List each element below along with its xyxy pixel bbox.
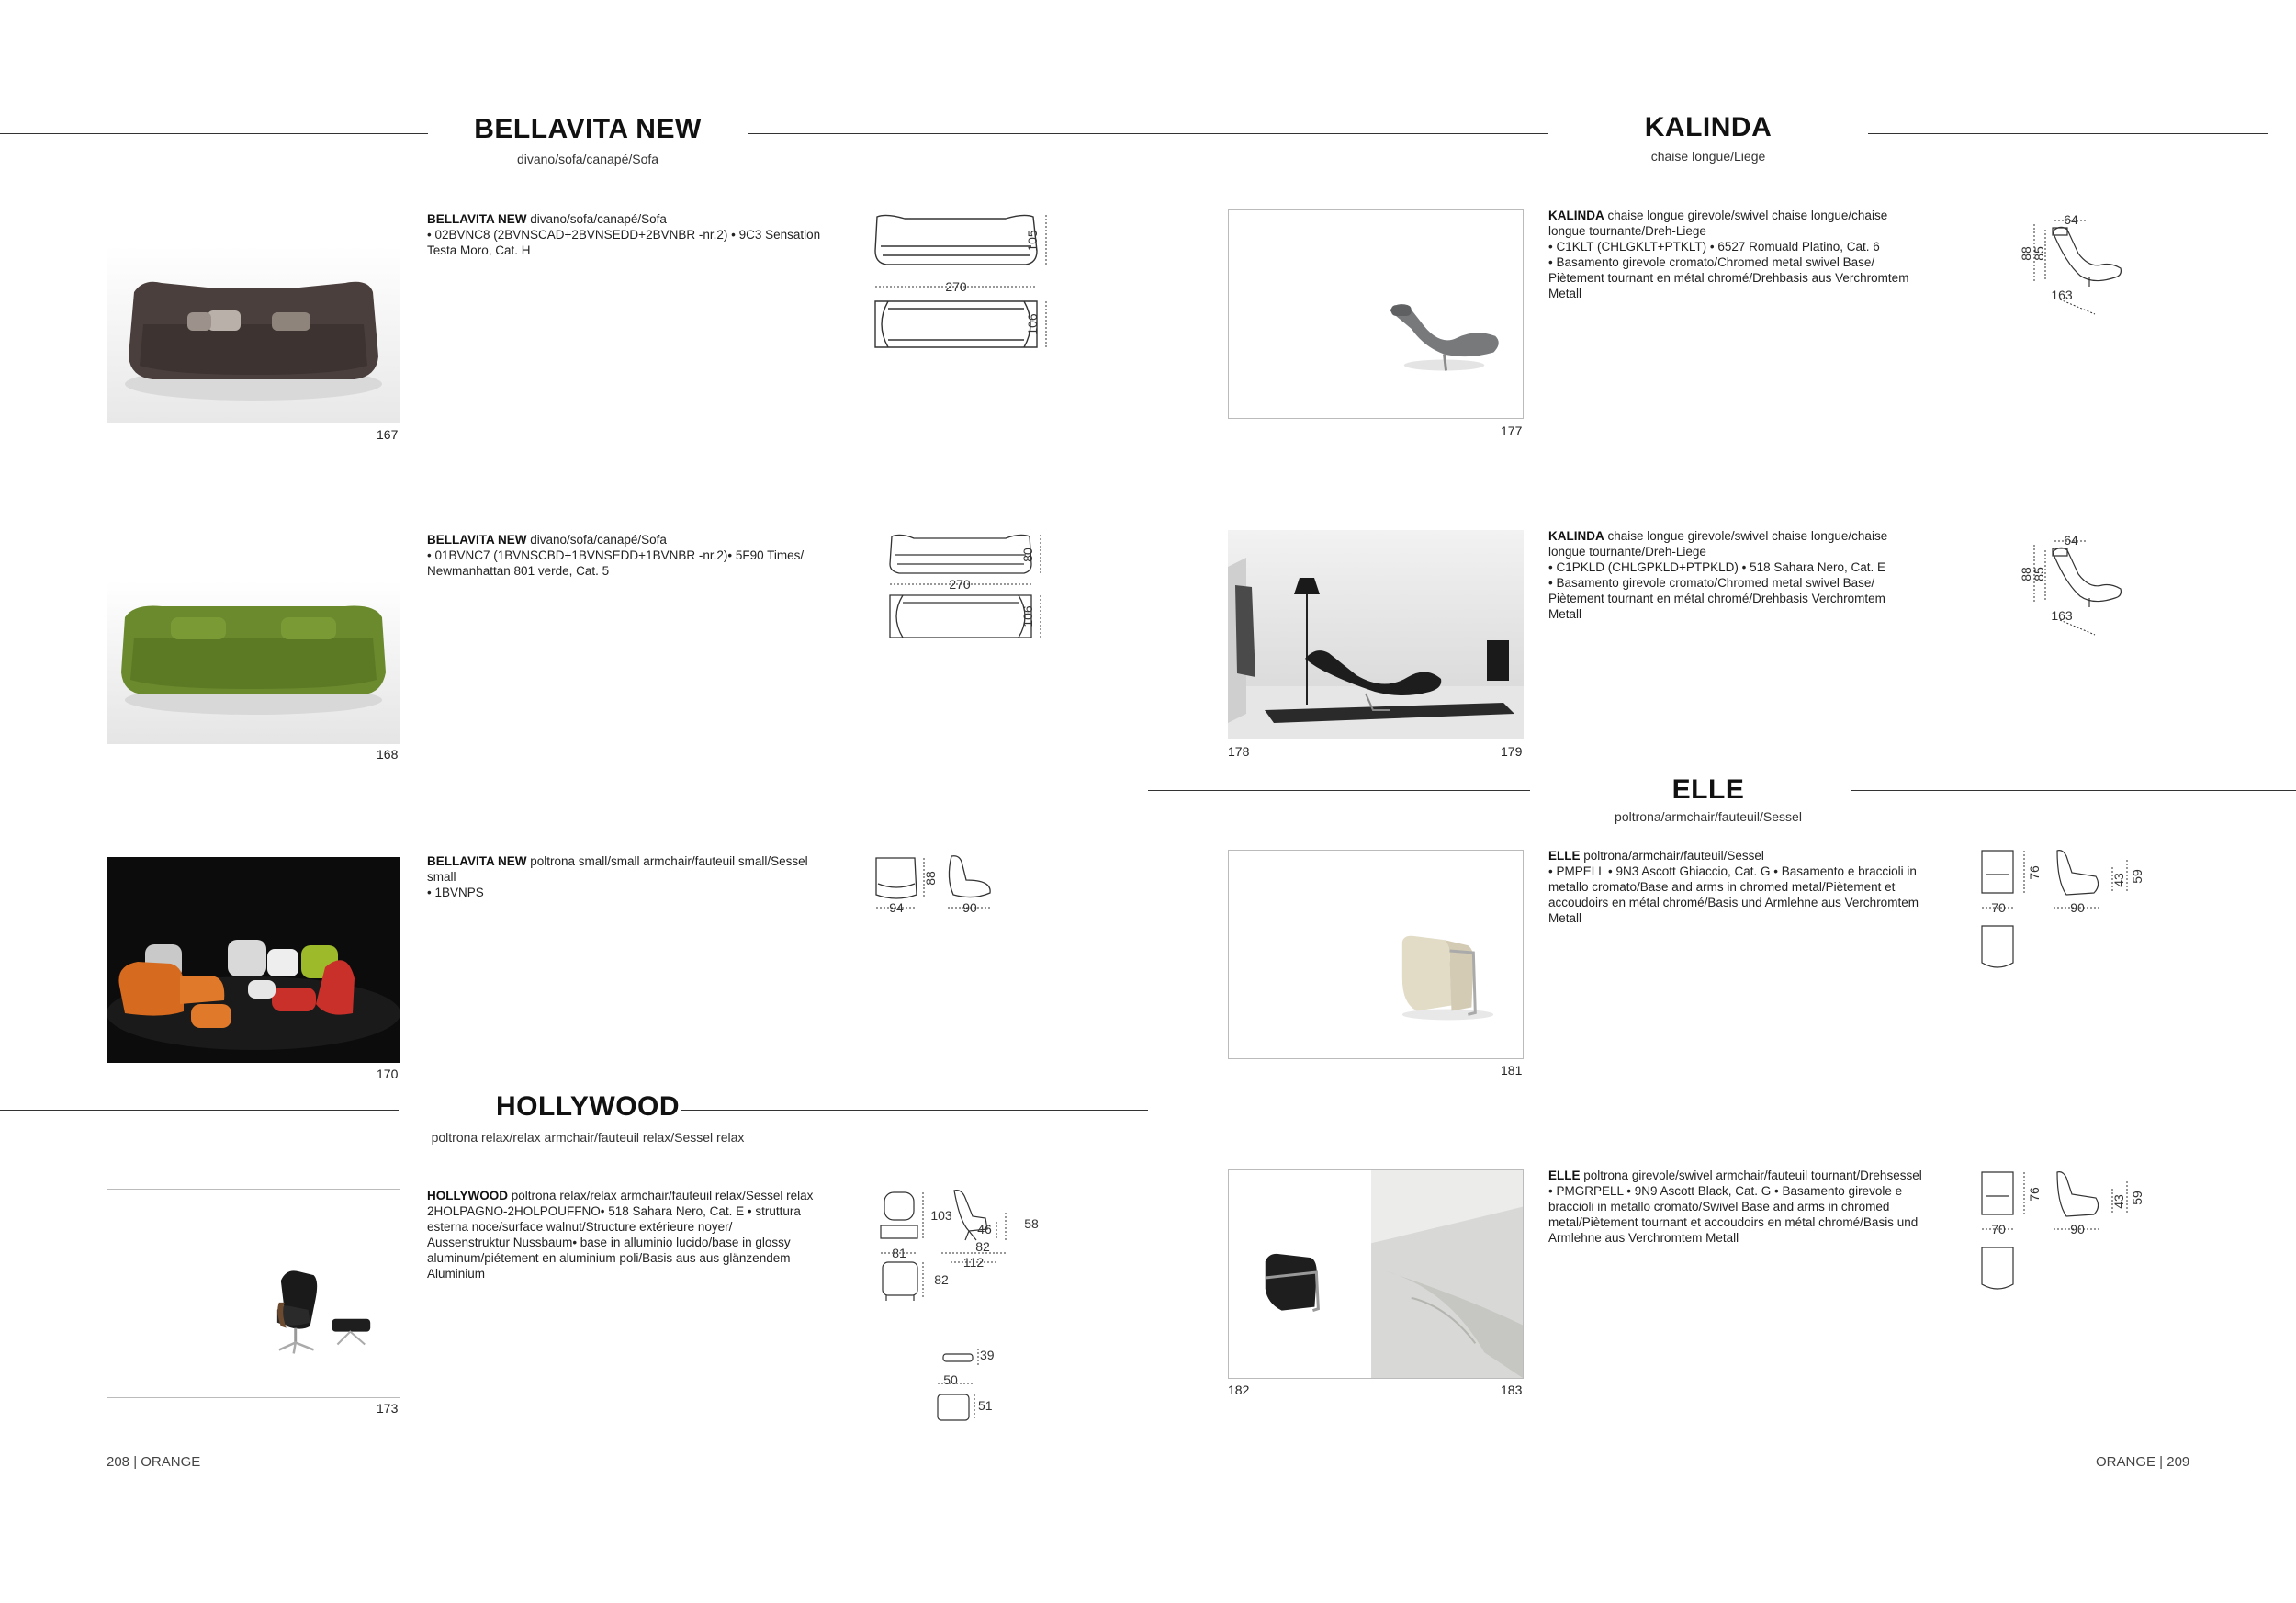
section-subtitle-kalinda: chaise longue/Liege: [1650, 149, 1766, 164]
product-description: [427, 853, 840, 900]
dimension-drawing-sofa-1: [868, 209, 1052, 366]
header-rule-right: [748, 133, 1548, 134]
description-line: Metall: [1548, 911, 1582, 925]
product-type: divano/sofa/canapé/Sofa: [530, 533, 667, 547]
product-name: ELLE: [1548, 849, 1581, 863]
dim-depth: 90: [2070, 1222, 2085, 1236]
photo-number: 183: [1501, 1383, 1523, 1397]
dim-height: 88: [2019, 246, 2033, 261]
dim-height-2: 82: [934, 1272, 949, 1287]
dim-depth: 106: [1020, 605, 1035, 627]
photo-number: 168: [377, 747, 399, 762]
section-title-bellavita: BELLAVITA NEW: [474, 114, 702, 144]
dim-height: 105: [1025, 230, 1040, 252]
dim-length: 163: [2051, 608, 2073, 623]
product-description: [427, 532, 840, 579]
dim-pouf-height: 39: [980, 1348, 995, 1362]
header-rule-left: [0, 133, 428, 134]
dim-height: 76: [2027, 1187, 2042, 1202]
product-type: chaise longue girevole/swivel chaise longue/chaise: [1607, 209, 1888, 222]
description-line: Piètement tournant en métal chromé/Drehbasis Verchromtem: [1548, 592, 1885, 605]
dim-width: 94: [889, 900, 904, 915]
dim-width: 81: [892, 1246, 906, 1260]
header-rule-right-page: [1868, 133, 2268, 134]
section-subtitle-hollywood: poltrona relax/relax armchair/fauteuil relax/Sessel relax: [431, 1130, 745, 1145]
description-line: esterna noce/surface walnut/Structure extérieure noyer/: [427, 1220, 733, 1234]
photo-number: 178: [1228, 744, 1250, 759]
product-name: BELLAVITA NEW: [427, 533, 527, 547]
dimension-drawing-kalinda-1: [2016, 211, 2144, 322]
description-line: Newmanhattan 801 verde, Cat. 5: [427, 564, 610, 578]
product-photo-kalinda-black-room: [1228, 530, 1524, 739]
dim-width: 270: [945, 279, 967, 294]
header-rule-left: [0, 1110, 399, 1111]
dimension-drawing-elle-1: [1975, 845, 2158, 983]
section-title-hollywood: HOLLYWOOD: [495, 1091, 681, 1122]
product-description: [1548, 1168, 1953, 1246]
section-subtitle-elle: poltrona/armchair/fauteuil/Sessel: [1615, 809, 1802, 824]
description-line: accoudoirs en métal chromé/Basis und Armlehne aus Verchromtem: [1548, 896, 1919, 909]
product-type: poltrona/armchair/fauteuil/Sessel: [1583, 849, 1764, 863]
description-line: metallo cromato/Base and arms in chromed metal/Piètement et: [1548, 880, 1896, 894]
description-line: longue tournante/Dreh-Liege: [1548, 545, 1706, 559]
dim-height-2: 85: [2032, 246, 2046, 261]
product-description: [1548, 848, 1953, 926]
photo-number: 177: [1501, 423, 1523, 438]
header-rule-right: [1851, 790, 2296, 791]
section-title-elle: ELLE: [1671, 774, 1745, 805]
header-rule-right: [681, 1110, 1148, 1111]
product-description: [427, 1188, 850, 1281]
product-name: ELLE: [1548, 1168, 1581, 1182]
section-title-kalinda: KALINDA: [1644, 112, 1773, 142]
product-type: poltrona small/small armchair/fauteuil small/Sessel: [530, 854, 808, 868]
dim-height: 88: [923, 871, 938, 886]
dim-height-2: 85: [2032, 567, 2046, 581]
description-line: • PMPELL • 9N3 Ascott Ghiaccio, Cat. G • Basamento e braccioli in: [1548, 864, 1917, 878]
description-line: Aluminium: [427, 1267, 486, 1281]
photo-number: 181: [1501, 1063, 1523, 1078]
dim-depth: 106: [1025, 313, 1040, 335]
product-name: BELLAVITA NEW: [427, 854, 527, 868]
dimension-drawing-hollywood: [877, 1185, 1042, 1424]
product-name: KALINDA: [1548, 209, 1604, 222]
dim-height: 103: [930, 1208, 952, 1223]
dim-height: 88: [2019, 567, 2033, 581]
description-line: Metall: [1548, 607, 1582, 621]
product-photo-bellavita-small-armchairs: [107, 857, 400, 1063]
description-line: • Basamento girevole cromato/Chromed metal swivel Base/: [1548, 576, 1875, 590]
description-line: Piètement tournant en métal chromé/Drehbasis aus Verchromtem: [1548, 271, 1909, 285]
dim-height: 76: [2027, 865, 2042, 880]
description-line: metal/Piètement tournant et accoudoirs en métal chromé/Basis und: [1548, 1215, 1919, 1229]
dim-top: 64: [2064, 212, 2078, 227]
footer-page-right: ORANGE | 209: [2096, 1454, 2190, 1470]
description-line: • C1KLT (CHLGKLT+PTKLT) • 6527 Romuald Platino, Cat. 6: [1548, 240, 1880, 254]
product-photo-elle-cream: [1228, 850, 1524, 1059]
product-photo-kalinda-grey: [1228, 209, 1524, 419]
description-line: 2HOLPAGNO-2HOLPOUFFNO• 518 Sahara Nero, Cat. E • struttura: [427, 1204, 801, 1218]
description-line: aluminum/piétement en aluminium poli/Basis aus aus glänzendem: [427, 1251, 791, 1265]
dim-depth: 90: [962, 900, 977, 915]
product-type: chaise longue girevole/swivel chaise longue/chaise: [1607, 529, 1888, 543]
description-line: • Basamento girevole cromato/Chromed metal swivel Base/: [1548, 255, 1875, 269]
dim-arm: 59: [2130, 869, 2144, 884]
dimension-drawing-kalinda-2: [2016, 532, 2144, 642]
dim-seat: 43: [2111, 873, 2126, 887]
dim-depth-1: 82: [975, 1239, 990, 1254]
description-line: small: [427, 870, 456, 884]
dim-arm: 58: [1024, 1216, 1039, 1231]
dim-length: 163: [2051, 288, 2073, 302]
product-photo-hollywood: [107, 1189, 400, 1398]
description-line: • C1PKLD (CHLGPKLD+PTPKLD) • 518 Sahara Nero, Cat. E: [1548, 560, 1885, 574]
description-line: Testa Moro, Cat. H: [427, 243, 531, 257]
description-line: longue tournante/Dreh-Liege: [1548, 224, 1706, 238]
header-rule-left: [1148, 790, 1530, 791]
dim-width: 270: [949, 577, 971, 592]
section-subtitle-bellavita: divano/sofa/canapé/Sofa: [516, 152, 659, 166]
photo-number: 173: [377, 1401, 399, 1416]
dim-depth: 90: [2070, 900, 2085, 915]
dim-width: 70: [1991, 900, 2006, 915]
dimension-drawing-sofa-2: [886, 531, 1047, 650]
product-description: [1548, 528, 1953, 622]
product-type: poltrona relax/relax armchair/fauteuil relax/Sessel relax: [511, 1189, 814, 1202]
description-line: Armlehne aus Verchromtem Metall: [1548, 1231, 1739, 1245]
dim-pouf-depth: 51: [978, 1398, 993, 1413]
product-photo-bellavita-green-sofa: [107, 581, 400, 744]
description-line: • 01BVNC7 (1BVNSCBD+1BVNSEDD+1BVNBR -nr.2)• 5F90 Times/: [427, 548, 805, 562]
dimension-drawing-elle-2: [1975, 1167, 2158, 1304]
product-description: [1548, 208, 1953, 301]
dim-seat: 46: [977, 1222, 992, 1236]
description-line: • PMGRPELL • 9N9 Ascott Black, Cat. G • Basamento girevole e: [1548, 1184, 1903, 1198]
dimension-drawing-small-armchair: [872, 852, 1001, 917]
dim-top: 64: [2064, 533, 2078, 548]
product-name: KALINDA: [1548, 529, 1604, 543]
product-photo-bellavita-brown-sofa: [107, 246, 400, 423]
dim-seat: 43: [2111, 1194, 2126, 1209]
product-name: BELLAVITA NEW: [427, 212, 527, 226]
footer-page-left: 208 | ORANGE: [107, 1454, 201, 1470]
dim-width: 70: [1991, 1222, 2006, 1236]
dim-pouf-width: 50: [943, 1372, 958, 1387]
photo-number: 170: [377, 1067, 399, 1081]
photo-number: 182: [1228, 1383, 1250, 1397]
description-line: • 02BVNC8 (2BVNSCAD+2BVNSEDD+2BVNBR -nr.2) • 9C3 Sensation: [427, 228, 821, 242]
description-line: braccioli in metallo cromato/Swivel Base and arms in chromed: [1548, 1200, 1890, 1214]
description-line: • 1BVNPS: [427, 886, 484, 899]
photo-number: 179: [1501, 744, 1523, 759]
product-photo-elle-black: [1228, 1169, 1524, 1379]
product-description: [427, 211, 840, 258]
dim-arm: 59: [2130, 1191, 2144, 1205]
description-line: Metall: [1548, 287, 1582, 300]
dim-depth-2: 112: [962, 1255, 985, 1270]
description-line: Aussenstruktur Nussbaum• base in alluminio lucido/base in glossy: [427, 1236, 791, 1249]
product-type: poltrona girevole/swivel armchair/fauteuil tournant/Drehsessel: [1583, 1168, 1922, 1182]
product-name: HOLLYWOOD: [427, 1189, 509, 1202]
photo-number: 167: [377, 427, 399, 442]
dim-height: 80: [1020, 548, 1035, 562]
product-type: divano/sofa/canapé/Sofa: [530, 212, 667, 226]
